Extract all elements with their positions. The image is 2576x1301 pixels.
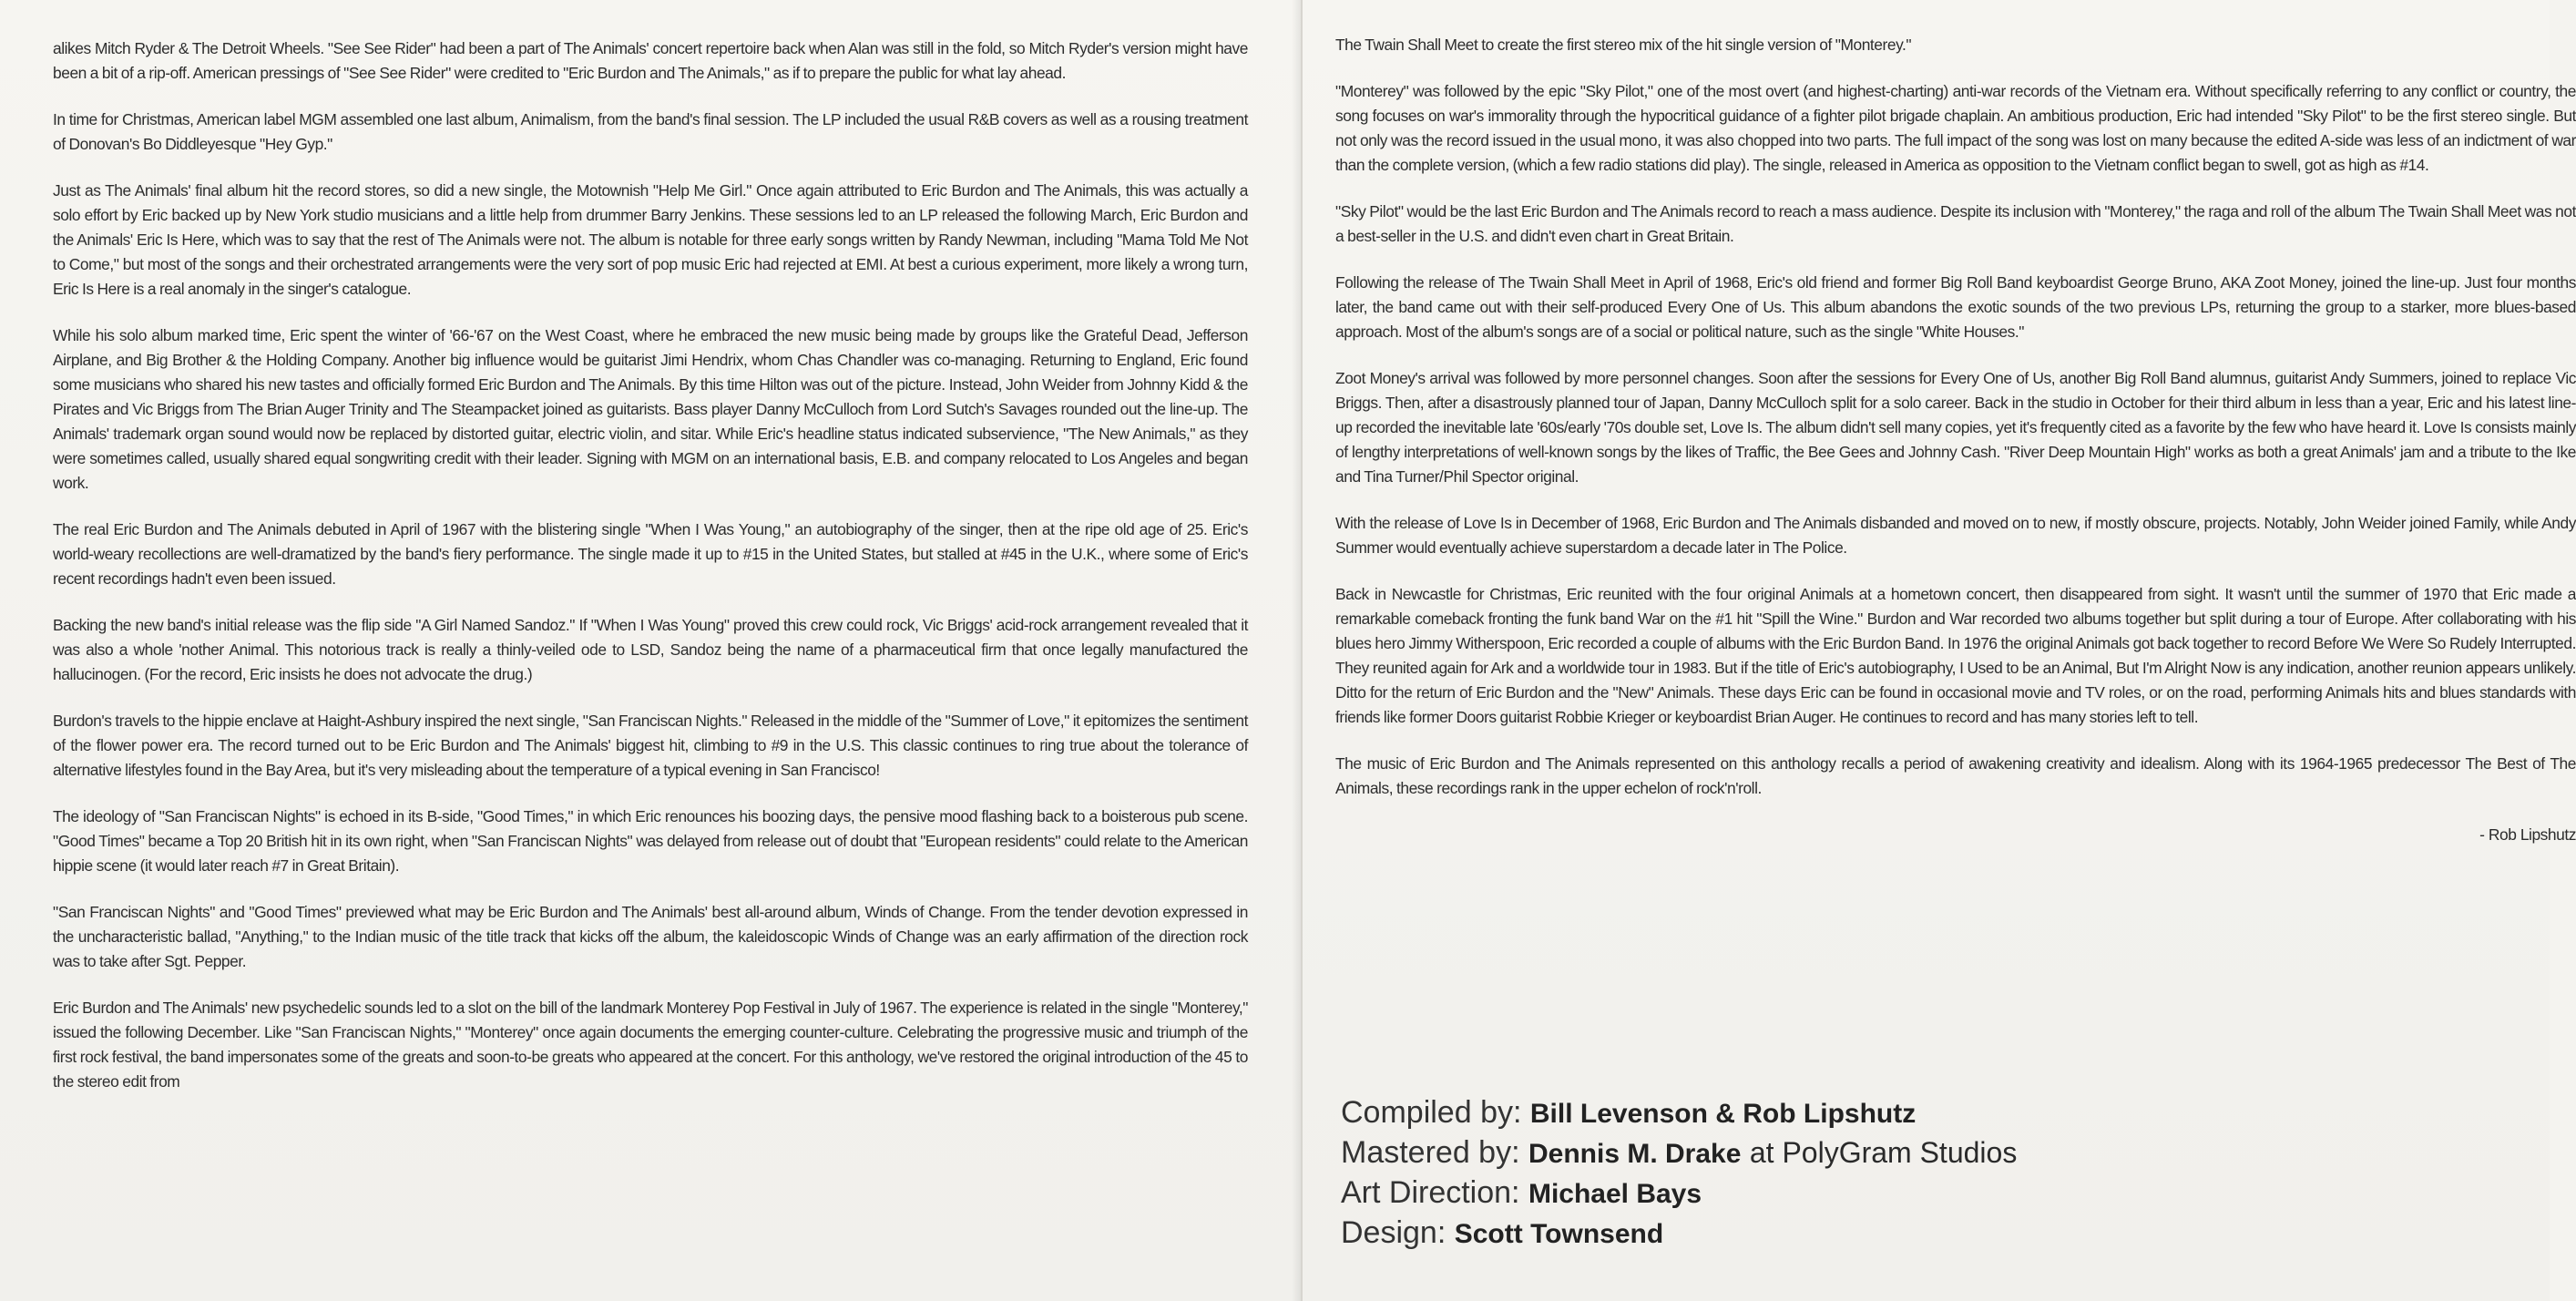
left-paragraph-10: Eric Burdon and The Animals' new psychedelic sounds led to a slot on the bill of the landmark Monterey Pop Festival in July of 1967. The experience is related in the single "Monterey," issued the following December. Like "San Franciscan Nights," "Monterey" once again documents the emerging counter-culture. Celebrating the progressive music and triumph of the first rock festival, the band impersonates some of the greats and soon-to-be greats who appeared at the concert. For this anthology, we've restored the original introduction of the 45 to the stereo edit from bbox=[53, 999, 1248, 1091]
left-paragraph-9: "San Franciscan Nights" and "Good Times" previewed what may be Eric Burdon and The Animals' best all-around album, Winds of Change. From the tender devotion expressed in the uncharacteristic ballad, "Anything," to the Indian music of the title track that kicks off the album, the kaleidoscopic Winds of Change was an early affirmation of the direction rock was to take after Sgt. Pepper. bbox=[53, 903, 1248, 970]
credit-studio: at PolyGram Studios bbox=[1749, 1136, 2018, 1169]
left-paragraph-8: The ideology of "San Franciscan Nights" is echoed in its B-side, "Good Times," in which Eric renounces his boozing days, the pensive mood flashing back to a boisterous pub scene. "Good Times" became a Top 20 British hit in its own right, when "San Franciscan Nights" was delayed from release out of doubt that "European residents" could relate to the American hippie scene (it would later reach #7 in Great Britain). bbox=[53, 807, 1248, 875]
credit-art-direction bbox=[1341, 1173, 2017, 1214]
left-paragraph-7: Burdon's travels to the hippie enclave at Haight-Ashbury inspired the next single, "San Franciscan Nights." Released in the middle of the "Summer of Love," it epitomizes the sentiment of the flower power era. The record turned out to be Eric Burdon and The Animals' biggest hit, climbing to #9 in the U.S. This classic continues to ring true about the tolerance of alternative lifestyles found in the Bay Area, but it's very misleading about the temperature of a typical evening in San Francisco! bbox=[53, 712, 1248, 779]
right-paragraph-5: Zoot Money's arrival was followed by more personnel changes. Soon after the sessions for Every One of Us, another Big Roll Band alumnus, guitarist Andy Summers, joined to replace Vic Briggs. Then, after a disastrously planned tour of Japan, Danny McCulloch split for a solo career. Back in the studio in October for their third album in less than a year, Eric and his latest line-up recorded the inevitable late '60s/early '70s double set, Love Is. The album didn't sell many copies, yet it's frequently cited as a favorite by the few who have heard it. Love Is consists mainly of lengthy interpretations of well-known songs by the likes of Traffic, the Bee Gees and Johnny Cash. "River Deep Mountain High" works as both a great Animals' jam and a tribute to the Ike and Tina Turner/Phil Spector original. bbox=[1335, 369, 2576, 486]
right-paragraph-7: Back in Newcastle for Christmas, Eric reunited with the four original Animals at a hometown concert, then disappeared from sight. It wasn't until the summer of 1970 that Eric made a remarkable comeback fronting the funk band War on the #1 hit "Spill the Wine." Burdon and War recorded two albums together but split during a tour of Europe. After collaborating with his blues hero Jimmy Witherspoon, Eric recorded a couple of albums with the Eric Burdon Band. In 1976 the original Animals got back together to record Before We Were So Rudely Interrupted. They reunited again for Ark and a worldwide tour in 1983. But if the title of Eric's autobiography, I Used to be an Animal, But I'm Alright Now is any indication, another reunion appears unlikely. Ditto for the return of Eric Burdon and the "New" Animals. These days Eric can be found in occasional movie and TV roles, or on the road, performing Animals hits and blues standards with friends like former Doors guitarist Robbie Krieger or keyboardist Brian Auger. He continues to record and has many stories left to tell. bbox=[1335, 585, 2576, 726]
right-paragraph-2: "Monterey" was followed by the epic "Sky Pilot," one of the most overt (and highest-charting) anti-war records of the Vietnam era. Without specifically referring to any conflict or country, the song focuses on war's immorality through the hypocritical guidance of a fighter pilot brigade chaplain. An ambitious production, Eric had intended "Sky Pilot" to be the first stereo single. But not only was the record issued in the usual mono, it was also chopped into two parts. The full impact of the song was lost on many because the edited A-side was less of an indictment of war than the complete version, (which a few radio stations did play). The single, released in America as opposition to the Vietnam conflict began to swell, got as high as #14. bbox=[1335, 82, 2576, 174]
right-paragraph-3: "Sky Pilot" would be the last Eric Burdon and The Animals record to reach a mass audience. Despite its inclusion with "Monterey," the raga and roll of the album The Twain Shall Meet was not a best-seller in the U.S. and didn't even chart in Great Britain. bbox=[1335, 202, 2576, 245]
credit-label: Design: bbox=[1341, 1215, 1446, 1250]
credit-name: Bill Levenson & Rob Lipshutz bbox=[1529, 1099, 1917, 1129]
right-paragraph-6: With the release of Love Is in December of 1968, Eric Burdon and The Animals disbanded and moved on to new, if mostly obscure, projects. Notably, John Weider joined Family, while Andy Summer would eventually achieve superstardom a decade later in The Police. bbox=[1335, 514, 2576, 557]
credit-design bbox=[1341, 1214, 2017, 1254]
credit-label: Art Direction: bbox=[1341, 1175, 1520, 1210]
credits-block bbox=[1341, 1093, 2017, 1254]
credit-name: Michael Bays bbox=[1528, 1179, 1702, 1209]
credit-label: Mastered by: bbox=[1341, 1135, 1520, 1170]
right-paragraph-8: The music of Eric Burdon and The Animals represented on this anthology recalls a period of awakening creativity and idealism. Along with its 1964-1965 predecessor The Best of The Animals, these recordings rank in the upper echelon of rock'n'roll. bbox=[1335, 754, 2576, 797]
credit-name: Scott Townsend bbox=[1454, 1219, 1664, 1249]
left-paragraph-2: In time for Christmas, American label MGM assembled one last album, Animalism, from the band's final session. The LP included the usual R&B covers as well as a rousing treatment of Donovan's Bo Diddleyesque "Hey Gyp." bbox=[53, 110, 1248, 153]
left-paragraph-4: While his solo album marked time, Eric spent the winter of '66-'67 on the West Coast, where he embraced the new music being made by groups like the Grateful Dead, Jefferson Airplane, and Big Brother & the Holding Company. Another big influence would be guitarist Jimi Hendrix, whom Chas Chandler was co-managing. Returning to England, Eric found some musicians who shared his new tastes and officially formed Eric Burdon and The Animals. By this time Hilton was out of the picture. Instead, John Weider from Johnny Kidd & the Pirates and Vic Briggs from The Brian Auger Trinity and The Steampacket joined as guitarists. Bass player Danny McCulloch from Lord Sutch's Savages rounded out the line-up. The Animals' trademark organ sound would now be replaced by distorted guitar, electric violin, and sitar. While Eric's headline status indicated subservience, "The New Animals," as they were sometimes called, usually shared equal songwriting credit with their leader. Signing with MGM on an international basis, E.B. and company relocated to Los Angeles and began work. bbox=[53, 326, 1248, 492]
left-paragraph-5: The real Eric Burdon and The Animals debuted in April of 1967 with the blistering single "When I Was Young," an autobiography of the singer, then at the ripe old age of 25. Eric's world-weary recollections are well-dramatized by the band's fiery performance. The single made it up to #15 in the United States, but stalled at #45 in the U.K., where some of Eric's recent recordings hadn't even been issued. bbox=[53, 520, 1248, 588]
left-paragraph-1: alikes Mitch Ryder & The Detroit Wheels. "See See Rider" had been a part of The Animals' concert repertoire back when Alan was still in the fold, so Mitch Ryder's version might have been a bit of a rip-off. American pressings of "See See Rider" were credited to "Eric Burdon and The Animals," as if to prepare the public for what lay ahead. bbox=[53, 39, 1248, 82]
right-paragraph-1: The Twain Shall Meet to create the first stereo mix of the hit single version of "Monterey." bbox=[1335, 36, 1912, 54]
credit-mastered bbox=[1341, 1133, 2017, 1173]
credit-label: Compiled by: bbox=[1341, 1095, 1522, 1130]
credit-name: Dennis M. Drake bbox=[1528, 1139, 1742, 1169]
right-paragraph-4: Following the release of The Twain Shall Meet in April of 1968, Eric's old friend and former Big Roll Band keyboardist George Bruno, AKA Zoot Money, joined the line-up. Just four months later, the band came out with their self-produced Every One of Us. This album abandons the exotic sounds of the two previous LPs, returning the group to a starker, more blues-based approach. Most of the album's songs are of a social or political nature, such as the single "White Houses." bbox=[1335, 273, 2576, 341]
credit-compiled bbox=[1341, 1093, 2017, 1133]
left-paragraph-6: Backing the new band's initial release was the flip side "A Girl Named Sandoz." If "When I Was Young" proved this crew could rock, Vic Briggs' acid-rock arrangement revealed that it was also a whole 'nother Animal. This notorious track is really a thinly-veiled ode to LSD, Sandoz being the name of a pharmaceutical firm that once legally manufactured the hallucinogen. (For the record, Eric insists he does not advocate the drug.) bbox=[53, 616, 1248, 683]
author-signoff: - Rob Lipshutz bbox=[2479, 825, 2576, 844]
left-paragraph-3: Just as The Animals' final album hit the record stores, so did a new single, the Motownish "Help Me Girl." Once again attributed to Eric Burdon and The Animals, this was actually a solo effort by Eric backed up by New York studio musicians and a little help from drummer Barry Jenkins. These sessions led to an LP released the following March, Eric Burdon and the Animals' Eric Is Here, which was to say that the rest of The Animals were not. The album is notable for three early songs written by Randy Newman, including "Mama Told Me Not to Come," but most of the songs and their orchestrated arrangements were the very sort of pop music Eric had rejected at EMI. At best a curious experiment, more likely a wrong turn, Eric Is Here is a real anomaly in the singer's catalogue. bbox=[53, 181, 1248, 298]
